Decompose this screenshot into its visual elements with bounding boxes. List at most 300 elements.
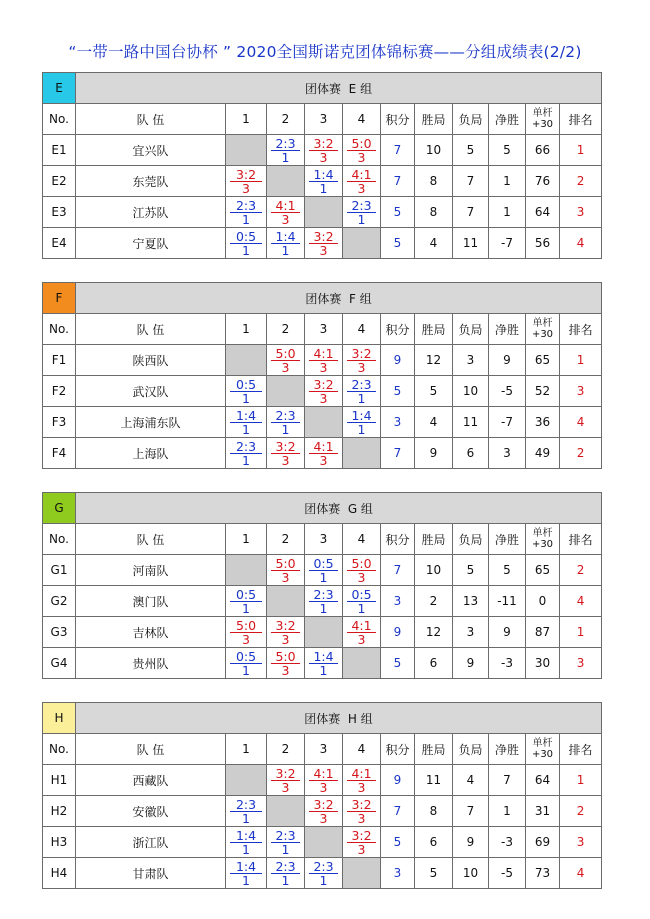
frame-score: 3:2 xyxy=(309,230,338,244)
frames-net: 1 xyxy=(489,796,526,827)
header-high-break xyxy=(526,524,560,555)
match-score-cell xyxy=(267,827,305,858)
header-lost: 负局 xyxy=(453,524,489,555)
match-points: 3 xyxy=(357,360,366,375)
match-points: 1 xyxy=(242,663,250,678)
frame-score: 2:3 xyxy=(347,378,376,392)
match-score-cell xyxy=(343,555,381,586)
match-points: 1 xyxy=(357,422,366,437)
frames-lost: 9 xyxy=(453,648,489,679)
frame-score: 2:3 xyxy=(347,199,376,213)
team-rank: 2 xyxy=(560,555,602,586)
match-points: 1 xyxy=(242,391,250,406)
team-rank: 4 xyxy=(560,858,602,889)
match-points: 3 xyxy=(281,360,290,375)
match-score-cell xyxy=(343,586,381,617)
frames-won: 12 xyxy=(415,345,453,376)
match-score-cell xyxy=(267,617,305,648)
header-high-break-line1: 单杆 xyxy=(532,318,553,329)
frames-won: 10 xyxy=(415,555,453,586)
group-table-f xyxy=(42,282,602,469)
header-opponent-4: 4 xyxy=(343,734,381,765)
frames-lost: 3 xyxy=(453,617,489,648)
frames-lost: 7 xyxy=(453,166,489,197)
match-score-cell xyxy=(343,796,381,827)
group-title: 团体赛 G 组 xyxy=(76,493,602,524)
group-label: E xyxy=(43,73,76,104)
match-score-cell xyxy=(226,617,267,648)
match-score-cell xyxy=(305,648,343,679)
team-rank: 4 xyxy=(560,228,602,259)
header-opponent-1: 1 xyxy=(226,734,267,765)
high-break: 56 xyxy=(526,228,560,259)
group-title: 团体赛 E 组 xyxy=(76,73,602,104)
frame-score: 0:5 xyxy=(230,230,262,244)
frame-score: 1:4 xyxy=(309,650,338,664)
team-points: 9 xyxy=(381,765,415,796)
match-score-cell xyxy=(226,197,267,228)
team-number: H2 xyxy=(43,796,76,827)
team-rank: 2 xyxy=(560,796,602,827)
match-score-cell xyxy=(226,438,267,469)
team-name: 上海浦东队 xyxy=(76,407,226,438)
self-match-cell xyxy=(305,827,343,858)
header-opponent-2: 2 xyxy=(267,524,305,555)
self-match-cell xyxy=(267,166,305,197)
match-points: 1 xyxy=(242,842,250,857)
team-number: G1 xyxy=(43,555,76,586)
frame-score: 2:3 xyxy=(271,409,300,423)
team-rank: 1 xyxy=(560,765,602,796)
self-match-cell xyxy=(343,228,381,259)
frame-score: 5:0 xyxy=(347,137,376,151)
team-rank: 3 xyxy=(560,648,602,679)
team-name: 浙江队 xyxy=(76,827,226,858)
frame-score: 0:5 xyxy=(230,378,262,392)
team-points: 5 xyxy=(381,648,415,679)
frame-score: 2:3 xyxy=(230,798,262,812)
frames-lost: 9 xyxy=(453,827,489,858)
match-points: 3 xyxy=(281,570,290,585)
header-opponent-4: 4 xyxy=(343,104,381,135)
team-rank: 1 xyxy=(560,617,602,648)
match-score-cell xyxy=(343,407,381,438)
match-score-cell xyxy=(305,135,343,166)
team-number: F1 xyxy=(43,345,76,376)
frames-won: 11 xyxy=(415,765,453,796)
team-name: 贵州队 xyxy=(76,648,226,679)
header-high-break-line1: 单杆 xyxy=(532,108,553,119)
self-match-cell xyxy=(305,617,343,648)
team-rank: 2 xyxy=(560,438,602,469)
self-match-cell xyxy=(226,345,267,376)
frame-score: 3:2 xyxy=(271,619,300,633)
match-points: 3 xyxy=(281,780,290,795)
team-points: 7 xyxy=(381,166,415,197)
header-high-break-line1: 单杆 xyxy=(532,738,553,749)
frames-won: 4 xyxy=(415,228,453,259)
team-name: 西藏队 xyxy=(76,765,226,796)
header-opponent-2: 2 xyxy=(267,314,305,345)
team-points: 9 xyxy=(381,617,415,648)
team-name: 甘肃队 xyxy=(76,858,226,889)
header-high-break-line2: +30 xyxy=(531,329,554,340)
high-break: 87 xyxy=(526,617,560,648)
match-score-cell xyxy=(226,586,267,617)
frames-won: 5 xyxy=(415,376,453,407)
header-points: 积分 xyxy=(381,524,415,555)
frames-lost: 10 xyxy=(453,376,489,407)
match-score-cell xyxy=(343,197,381,228)
header-lost: 负局 xyxy=(453,104,489,135)
header-high-break-line2: +30 xyxy=(531,119,554,130)
table-row xyxy=(43,345,602,376)
frames-lost: 3 xyxy=(453,345,489,376)
match-score-cell xyxy=(305,376,343,407)
team-points: 7 xyxy=(381,555,415,586)
frame-score: 2:3 xyxy=(271,829,300,843)
frame-score: 0:5 xyxy=(347,588,376,602)
frame-score: 4:1 xyxy=(347,619,376,633)
match-points: 1 xyxy=(319,181,328,196)
frames-net: -5 xyxy=(489,376,526,407)
header-rank: 排名 xyxy=(560,314,602,345)
header-won: 胜局 xyxy=(415,734,453,765)
header-opponent-4: 4 xyxy=(343,524,381,555)
high-break: 30 xyxy=(526,648,560,679)
frames-net: 7 xyxy=(489,765,526,796)
team-points: 7 xyxy=(381,438,415,469)
frames-lost: 11 xyxy=(453,407,489,438)
header-team: 队 伍 xyxy=(76,524,226,555)
header-net: 净胜 xyxy=(489,734,526,765)
frame-score: 1:4 xyxy=(230,860,262,874)
header-lost: 负局 xyxy=(453,734,489,765)
high-break: 64 xyxy=(526,197,560,228)
frames-lost: 10 xyxy=(453,858,489,889)
header-no: No. xyxy=(43,734,76,765)
match-score-cell xyxy=(267,858,305,889)
match-score-cell xyxy=(305,228,343,259)
team-rank: 4 xyxy=(560,586,602,617)
match-score-cell xyxy=(343,827,381,858)
self-match-cell xyxy=(226,765,267,796)
frames-won: 4 xyxy=(415,407,453,438)
frames-lost: 5 xyxy=(453,135,489,166)
self-match-cell xyxy=(226,555,267,586)
frame-score: 1:4 xyxy=(347,409,376,423)
frames-lost: 4 xyxy=(453,765,489,796)
match-score-cell xyxy=(226,407,267,438)
frame-score: 5:0 xyxy=(230,619,262,633)
frames-net: -7 xyxy=(489,407,526,438)
match-score-cell xyxy=(267,407,305,438)
team-name: 武汉队 xyxy=(76,376,226,407)
match-points: 1 xyxy=(319,873,328,888)
match-points: 3 xyxy=(242,632,250,647)
match-points: 1 xyxy=(281,243,290,258)
match-points: 1 xyxy=(281,150,290,165)
match-points: 3 xyxy=(357,150,366,165)
match-points: 1 xyxy=(357,391,366,406)
frame-score: 3:2 xyxy=(347,798,376,812)
header-won: 胜局 xyxy=(415,314,453,345)
high-break: 76 xyxy=(526,166,560,197)
table-row xyxy=(43,555,602,586)
team-number: G3 xyxy=(43,617,76,648)
header-net: 净胜 xyxy=(489,524,526,555)
match-points: 3 xyxy=(319,453,328,468)
frames-net: -3 xyxy=(489,648,526,679)
frame-score: 2:3 xyxy=(230,199,262,213)
match-points: 3 xyxy=(319,360,328,375)
group-table-e xyxy=(42,72,602,259)
match-points: 1 xyxy=(242,601,250,616)
match-points: 3 xyxy=(281,632,290,647)
team-points: 5 xyxy=(381,197,415,228)
header-lost: 负局 xyxy=(453,314,489,345)
match-points: 3 xyxy=(319,150,328,165)
team-name: 宜兴队 xyxy=(76,135,226,166)
table-row xyxy=(43,376,602,407)
frame-score: 4:1 xyxy=(271,199,300,213)
header-points: 积分 xyxy=(381,734,415,765)
team-rank: 3 xyxy=(560,197,602,228)
header-opponent-3: 3 xyxy=(305,314,343,345)
header-rank: 排名 xyxy=(560,524,602,555)
frame-score: 1:4 xyxy=(271,230,300,244)
team-points: 7 xyxy=(381,135,415,166)
table-row xyxy=(43,586,602,617)
team-rank: 3 xyxy=(560,827,602,858)
match-points: 1 xyxy=(281,422,290,437)
header-opponent-1: 1 xyxy=(226,104,267,135)
team-number: G4 xyxy=(43,648,76,679)
header-opponent-3: 3 xyxy=(305,524,343,555)
match-score-cell xyxy=(305,796,343,827)
match-score-cell xyxy=(343,617,381,648)
team-number: H1 xyxy=(43,765,76,796)
self-match-cell xyxy=(226,135,267,166)
page-title: “一带一路中国台协杯 ” 2020全国斯诺克团体锦标赛——分组成绩表(2/2) xyxy=(68,43,582,61)
header-opponent-3: 3 xyxy=(305,734,343,765)
high-break: 65 xyxy=(526,345,560,376)
header-high-break xyxy=(526,104,560,135)
match-score-cell xyxy=(226,827,267,858)
match-score-cell xyxy=(226,166,267,197)
match-score-cell xyxy=(226,648,267,679)
team-name: 东莞队 xyxy=(76,166,226,197)
match-score-cell xyxy=(343,376,381,407)
frame-score: 3:2 xyxy=(230,168,262,182)
team-number: F2 xyxy=(43,376,76,407)
frames-won: 8 xyxy=(415,197,453,228)
frames-net: 9 xyxy=(489,617,526,648)
group-label: H xyxy=(43,703,76,734)
header-no: No. xyxy=(43,314,76,345)
frame-score: 2:3 xyxy=(271,137,300,151)
match-score-cell xyxy=(305,345,343,376)
team-name: 江苏队 xyxy=(76,197,226,228)
frames-won: 6 xyxy=(415,827,453,858)
header-opponent-2: 2 xyxy=(267,734,305,765)
frames-net: 5 xyxy=(489,135,526,166)
team-number: H3 xyxy=(43,827,76,858)
table-row xyxy=(43,827,602,858)
table-row xyxy=(43,765,602,796)
frame-score: 3:2 xyxy=(347,347,376,361)
high-break: 66 xyxy=(526,135,560,166)
team-name: 上海队 xyxy=(76,438,226,469)
frames-net: -11 xyxy=(489,586,526,617)
match-points: 3 xyxy=(281,663,290,678)
frame-score: 2:3 xyxy=(309,860,338,874)
frames-net: 1 xyxy=(489,197,526,228)
team-name: 澳门队 xyxy=(76,586,226,617)
frame-score: 5:0 xyxy=(347,557,376,571)
high-break: 49 xyxy=(526,438,560,469)
table-row xyxy=(43,796,602,827)
match-points: 3 xyxy=(357,570,366,585)
frames-lost: 5 xyxy=(453,555,489,586)
frame-score: 2:3 xyxy=(309,588,338,602)
group-title: 团体赛 F 组 xyxy=(76,283,602,314)
team-points: 5 xyxy=(381,827,415,858)
header-team: 队 伍 xyxy=(76,104,226,135)
frames-lost: 7 xyxy=(453,796,489,827)
header-high-break-line2: +30 xyxy=(531,539,554,550)
header-high-break xyxy=(526,314,560,345)
team-points: 5 xyxy=(381,228,415,259)
team-points: 5 xyxy=(381,376,415,407)
header-net: 净胜 xyxy=(489,314,526,345)
self-match-cell xyxy=(343,858,381,889)
match-points: 3 xyxy=(319,811,328,826)
high-break: 0 xyxy=(526,586,560,617)
match-score-cell xyxy=(267,345,305,376)
high-break: 36 xyxy=(526,407,560,438)
frames-won: 9 xyxy=(415,438,453,469)
match-score-cell xyxy=(343,135,381,166)
match-score-cell xyxy=(305,166,343,197)
team-name: 陕西队 xyxy=(76,345,226,376)
team-rank: 1 xyxy=(560,135,602,166)
group-label: F xyxy=(43,283,76,314)
frame-score: 0:5 xyxy=(230,650,262,664)
match-score-cell xyxy=(343,765,381,796)
frame-score: 1:4 xyxy=(230,829,262,843)
frames-won: 12 xyxy=(415,617,453,648)
match-points: 1 xyxy=(281,842,290,857)
match-score-cell xyxy=(226,796,267,827)
team-number: H4 xyxy=(43,858,76,889)
match-points: 3 xyxy=(281,453,290,468)
frames-net: 9 xyxy=(489,345,526,376)
match-score-cell xyxy=(305,555,343,586)
match-points: 3 xyxy=(319,243,328,258)
frames-net: -3 xyxy=(489,827,526,858)
frame-score: 2:3 xyxy=(230,440,262,454)
match-points: 1 xyxy=(242,243,250,258)
team-name: 宁夏队 xyxy=(76,228,226,259)
frames-net: -5 xyxy=(489,858,526,889)
match-score-cell xyxy=(343,345,381,376)
high-break: 64 xyxy=(526,765,560,796)
frames-net: -7 xyxy=(489,228,526,259)
match-points: 3 xyxy=(357,181,366,196)
team-points: 7 xyxy=(381,796,415,827)
frames-won: 10 xyxy=(415,135,453,166)
team-points: 3 xyxy=(381,407,415,438)
frames-lost: 7 xyxy=(453,197,489,228)
team-number: E4 xyxy=(43,228,76,259)
frame-score: 5:0 xyxy=(271,347,300,361)
self-match-cell xyxy=(343,438,381,469)
match-points: 1 xyxy=(319,601,328,616)
match-points: 3 xyxy=(357,811,366,826)
frame-score: 5:0 xyxy=(271,557,300,571)
team-number: G2 xyxy=(43,586,76,617)
match-points: 1 xyxy=(242,212,250,227)
match-points: 1 xyxy=(242,422,250,437)
frames-lost: 13 xyxy=(453,586,489,617)
self-match-cell xyxy=(267,796,305,827)
match-score-cell xyxy=(343,166,381,197)
team-points: 3 xyxy=(381,858,415,889)
frame-score: 3:2 xyxy=(309,798,338,812)
match-points: 1 xyxy=(242,873,250,888)
self-match-cell xyxy=(267,586,305,617)
match-score-cell xyxy=(267,438,305,469)
header-opponent-1: 1 xyxy=(226,314,267,345)
frame-score: 3:2 xyxy=(271,767,300,781)
match-score-cell xyxy=(267,197,305,228)
frame-score: 3:2 xyxy=(309,378,338,392)
header-points: 积分 xyxy=(381,314,415,345)
header-won: 胜局 xyxy=(415,104,453,135)
header-team: 队 伍 xyxy=(76,734,226,765)
frame-score: 3:2 xyxy=(309,137,338,151)
frame-score: 5:0 xyxy=(271,650,300,664)
team-rank: 1 xyxy=(560,345,602,376)
team-name: 安徽队 xyxy=(76,796,226,827)
table-row xyxy=(43,228,602,259)
frame-score: 0:5 xyxy=(230,588,262,602)
frame-score: 3:2 xyxy=(271,440,300,454)
frames-won: 8 xyxy=(415,796,453,827)
match-points: 3 xyxy=(357,780,366,795)
match-points: 3 xyxy=(242,181,250,196)
frame-score: 1:4 xyxy=(309,168,338,182)
frame-score: 4:1 xyxy=(347,767,376,781)
match-score-cell xyxy=(305,586,343,617)
frame-score: 1:4 xyxy=(230,409,262,423)
table-row xyxy=(43,617,602,648)
header-points: 积分 xyxy=(381,104,415,135)
match-score-cell xyxy=(226,228,267,259)
team-rank: 4 xyxy=(560,407,602,438)
table-row xyxy=(43,166,602,197)
group-table-h xyxy=(42,702,602,889)
match-points: 1 xyxy=(281,873,290,888)
frame-score: 4:1 xyxy=(309,347,338,361)
frames-net: 5 xyxy=(489,555,526,586)
frames-net: 1 xyxy=(489,166,526,197)
match-score-cell xyxy=(305,438,343,469)
team-name: 吉林队 xyxy=(76,617,226,648)
high-break: 52 xyxy=(526,376,560,407)
header-team: 队 伍 xyxy=(76,314,226,345)
